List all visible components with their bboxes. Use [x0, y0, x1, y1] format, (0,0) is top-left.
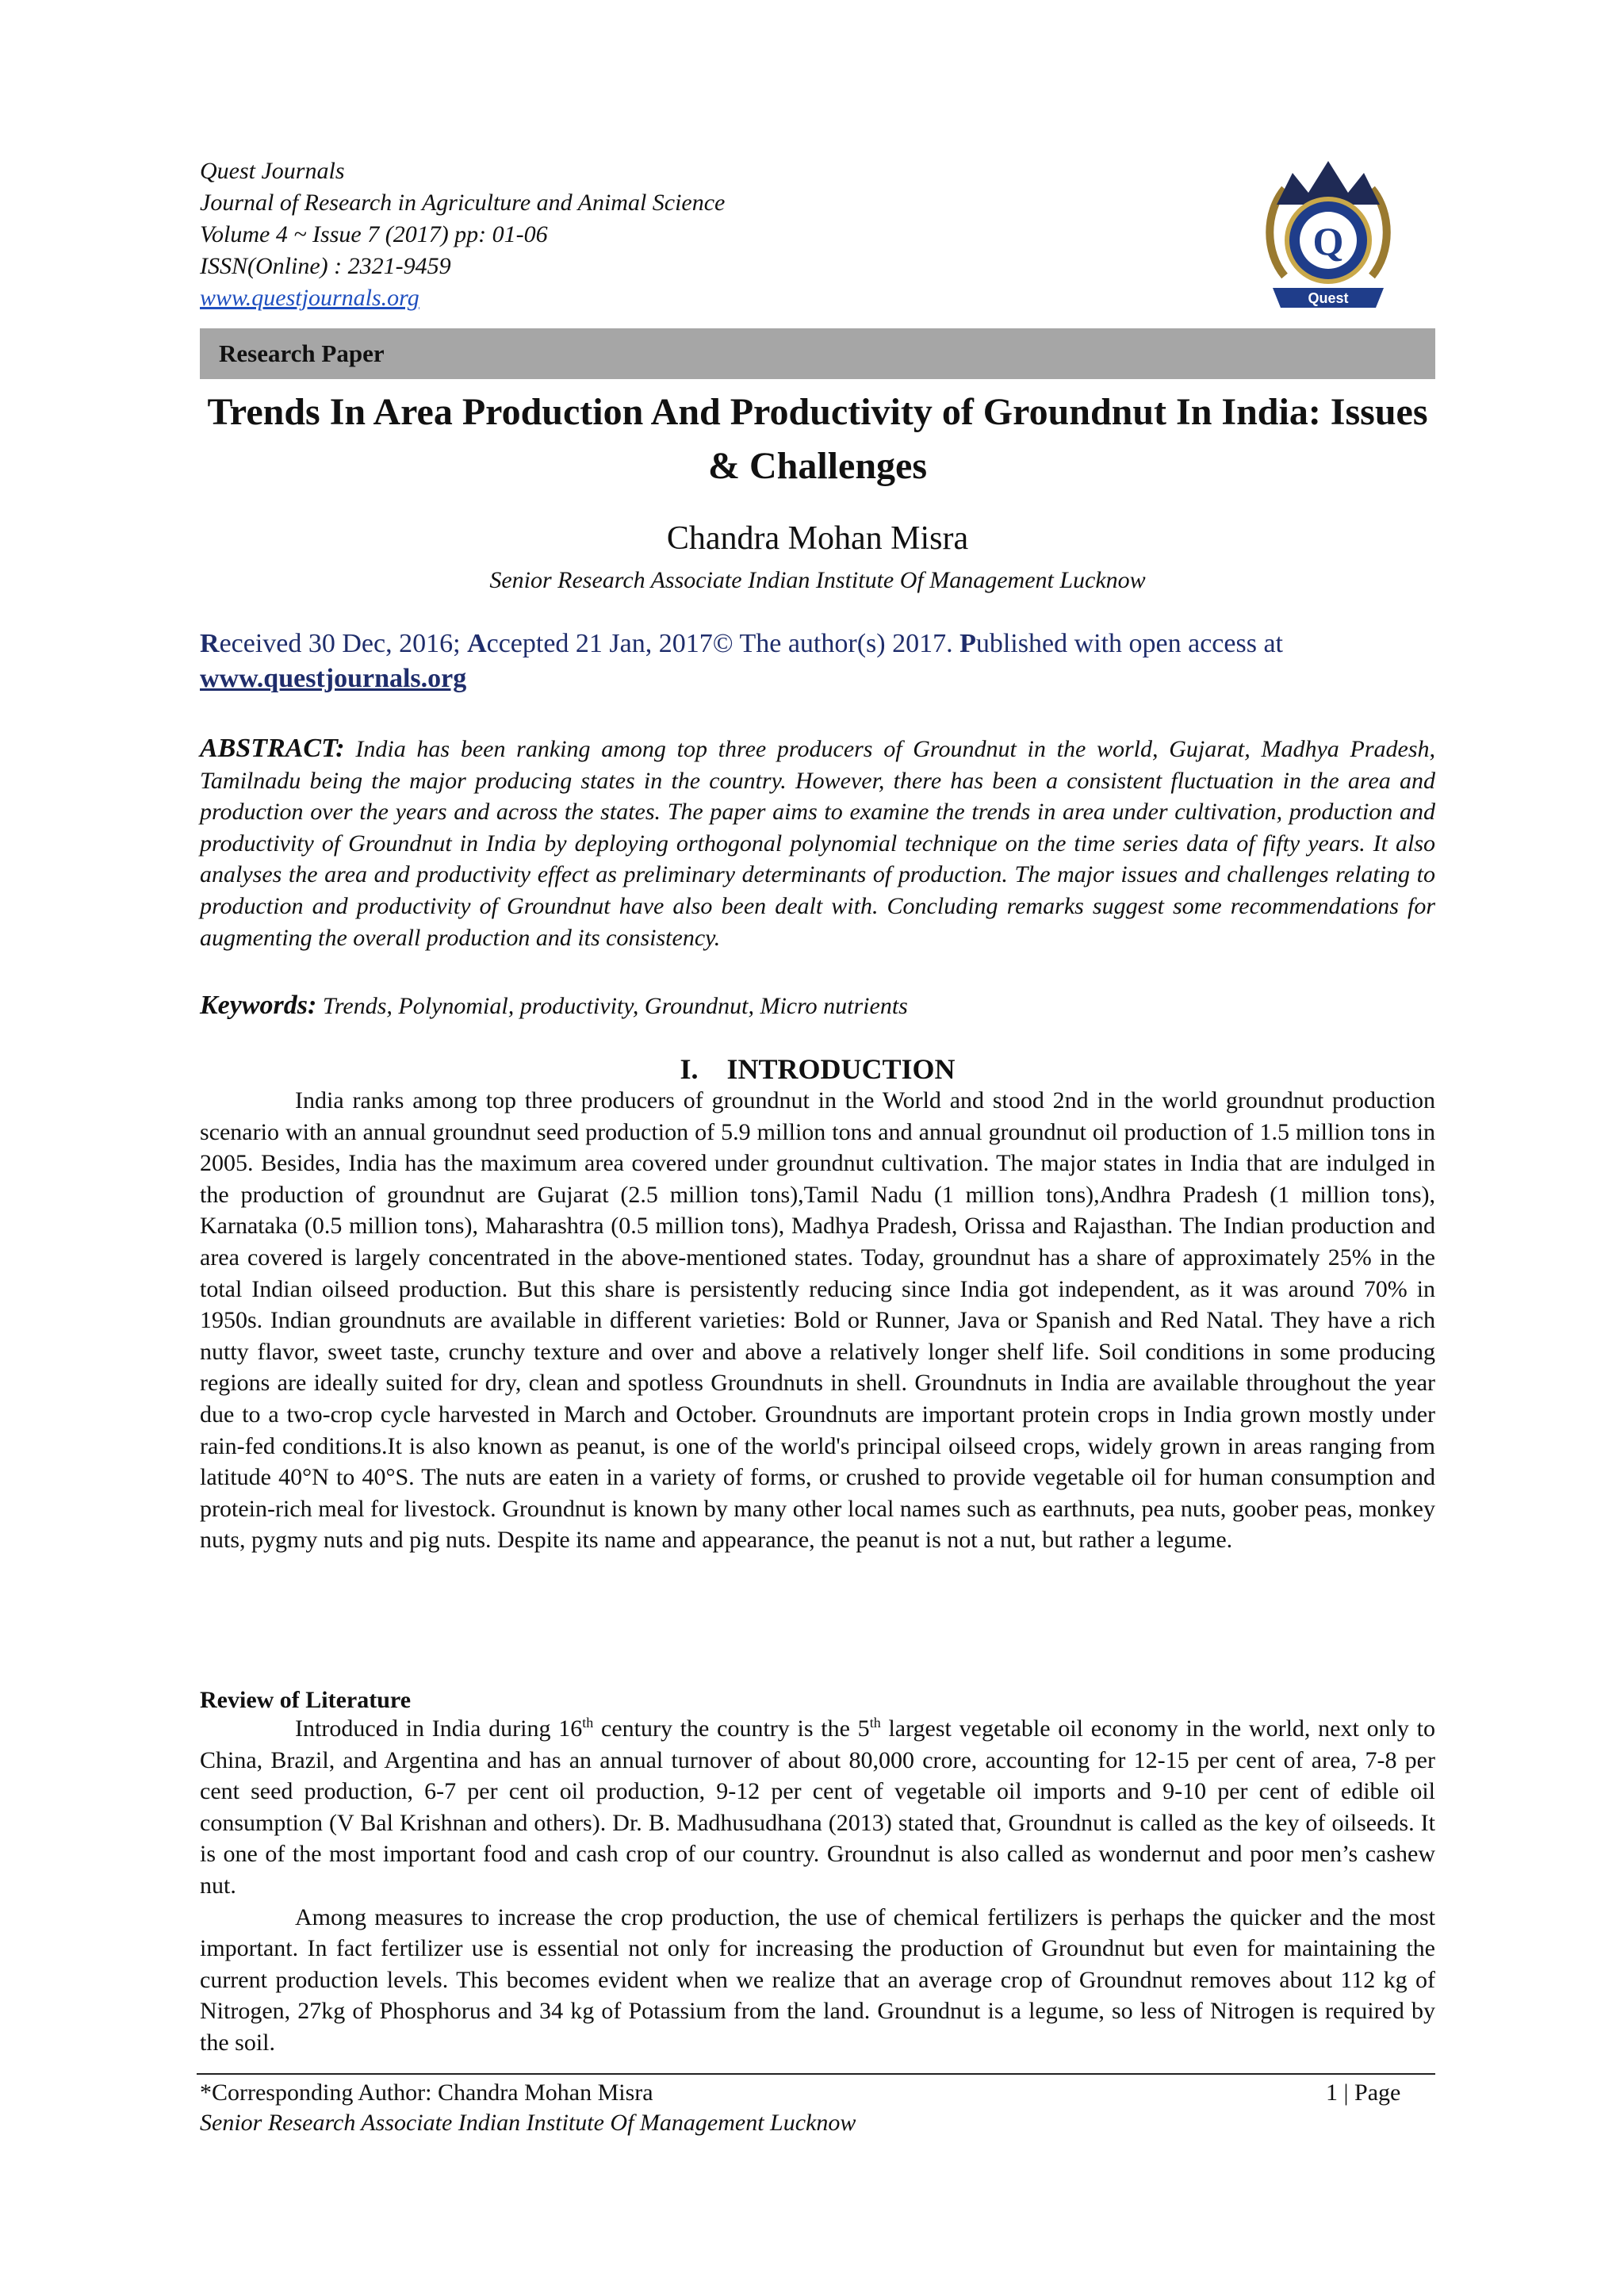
- review-p1-text-b: century the country is the 5: [593, 1715, 870, 1742]
- logo-letter: Q: [1312, 219, 1344, 263]
- open-access-link[interactable]: www.questjournals.org: [200, 664, 467, 693]
- review-p1-text-c: largest vegetable oil economy in the world, next only to China, Brazil, and Argentina and has an annual turnover of about 80,000 crore, accounting for 12-15 per cent of area, 7-8 per cent seed production, 6-7 per cent oil production, 9-12 per cent of vegetable oil imports and 9-10 per cent of edible oil consumption (V Bal Krishnan and others). Dr. B. Madhusudhana (2013) stated that, Groundnut is called as the key of oilseeds. It is one of the most important food and cash crop of our country. Groundnut is also called as wondernut and poor men’s cashew nut.: [200, 1715, 1435, 1899]
- volume-info: Volume 4 ~ Issue 7 (2017) pp: 01-06: [200, 221, 548, 247]
- article-type-label: Research Paper: [219, 339, 385, 367]
- abstract: [200, 733, 1435, 953]
- article-type-band: [200, 328, 1435, 379]
- published-initial: P: [959, 629, 976, 658]
- published-text: ublished with open access at: [975, 629, 1283, 658]
- quest-journals-crest-icon: [1261, 157, 1396, 316]
- section-heading-introduction: I. INTRODUCTION: [680, 1053, 956, 1085]
- issn: ISSN(Online) : 2321-9459: [200, 253, 451, 279]
- received-text: eceived 30 Dec, 2016;: [219, 629, 468, 658]
- corresponding-author: *Corresponding Author: Chandra Mohan Misra: [200, 2079, 653, 2106]
- keywords-text: Trends, Polynomial, productivity, Groundnut, Micro nutrients: [316, 993, 908, 1019]
- page-number: 1 | Page: [1326, 2079, 1401, 2106]
- review-paragraph-1: [200, 1713, 1435, 1902]
- review-paragraph-2: Among measures to increase the crop production, the use of chemical fertilizers is perhaps the quicker and the most important. In fact fertilizer use is essential not only for increasing the production of Groundnut but even for maintaining the current production levels. This becomes evident when we realize that an average crop of Groundnut removes about 112 kg of Nitrogen, 27kg of Phosphorus and 34 kg of Potassium from the land. Groundnut is a legume, so less of Nitrogen is required by the soil.: [200, 1903, 1435, 2056]
- publisher-name: Quest Journals: [200, 158, 345, 184]
- journal-name: Journal of Research in Agriculture and Animal Science: [200, 190, 726, 216]
- accepted-initial: A: [467, 629, 487, 658]
- review-body: [200, 1713, 1435, 2059]
- keywords: [200, 990, 1435, 1022]
- journal-website-link[interactable]: www.questjournals.org: [200, 285, 419, 311]
- superscript-th: th: [869, 1715, 881, 1731]
- footer-affiliation: Senior Research Associate Indian Institute Of Management Lucknow: [200, 2110, 856, 2136]
- logo-text: Quest: [1308, 290, 1349, 306]
- author-affiliation: Senior Research Associate Indian Institute Of Management Lucknow: [489, 567, 1146, 593]
- abstract-label: ABSTRACT:: [200, 734, 345, 763]
- abstract-text: India has been ranking among top three producers of Groundnut in the world, Gujarat, Madhya Pradesh, Tamilnadu being the major producing states in the country. However, there has been a consistent fluctuation in the area and production over the years and across the states. The paper aims to examine the trends in area under cultivation, production and productivity of Groundnut in India by deploying orthogonal polynomial technique on the time series data of fifty years. It also analyses the area and productivity effect as preliminary determinants of production. The major issues and challenges relating to production and productivity of Groundnut have also been dealt with. Concluding remarks suggest some recommendations for augmenting the overall production and its consistency.: [200, 736, 1435, 951]
- publication-dates: [200, 627, 1435, 696]
- footer-divider: [197, 2073, 1435, 2075]
- journal-masthead: [200, 155, 725, 314]
- paper-title: Trends In Area Production And Productivity of Groundnut In India: Issues & Challenges: [207, 391, 1428, 487]
- subheading-review: Review of Literature: [200, 1687, 412, 1713]
- review-p1-text-a: Introduced in India during 16: [295, 1715, 583, 1742]
- intro-paragraph: India ranks among top three producers of groundnut in the World and stood 2nd in the world groundnut production scenario with an annual groundnut seed production of 5.9 million tons and annual groundnut oil production of 1.5 million tons in 2005. Besides, India has the maximum area covered under groundnut cultivation. The major states in India that are indulged in the production of groundnut are Gujarat (2.5 million tons),Tamil Nadu (1 million tons),Andhra Pradesh (1 million tons), Karnataka (0.5 million tons), Maharashtra (0.5 million tons), Madhya Pradesh, Orissa and Rajasthan. The Indian production and area covered is largely concentrated in the above-mentioned states. Today, groundnut has a share of approximately 25% in the total Indian oilseed production. But this share is persistently reducing since India got independent, as it was around 70% in 1950s. Indian groundnuts are available in different varieties: Bold or Runner, Java or Spanish and Red Natal. They have a rich nutty flavor, sweet taste, crunchy texture and over and above a relatively longer shelf life. Soil conditions in some producing regions are ideally suited for dry, clean and spotless Groundnuts in shell. Groundnuts in India are available throughout the year due to a two-crop cycle harvested in March and October. Groundnuts are important protein crops in India grown mostly under rain-fed conditions.It is also known as peanut, is one of the world's principal oilseed crops, widely grown in areas ranging from latitude 40°N to 40°S. The nuts are eaten in a variety of forms, or crushed to provide vegetable oil for human consumption and protein-rich meal for livestock. Groundnut is known by many other local names such as earthnuts, pea nuts, goober peas, monkey nuts, pygmy nuts and pig nuts. Despite its name and appearance, the peanut is not a nut, but rather a legume.: [200, 1087, 1435, 1554]
- keywords-label: Keywords:: [200, 991, 317, 1020]
- superscript-th: th: [582, 1715, 594, 1731]
- author-name: Chandra Mohan Misra: [666, 520, 969, 557]
- received-initial: R: [200, 629, 220, 658]
- introduction-body: [200, 1085, 1435, 1556]
- accepted-text: ccepted 21 Jan, 2017© The author(s) 2017.: [486, 629, 960, 658]
